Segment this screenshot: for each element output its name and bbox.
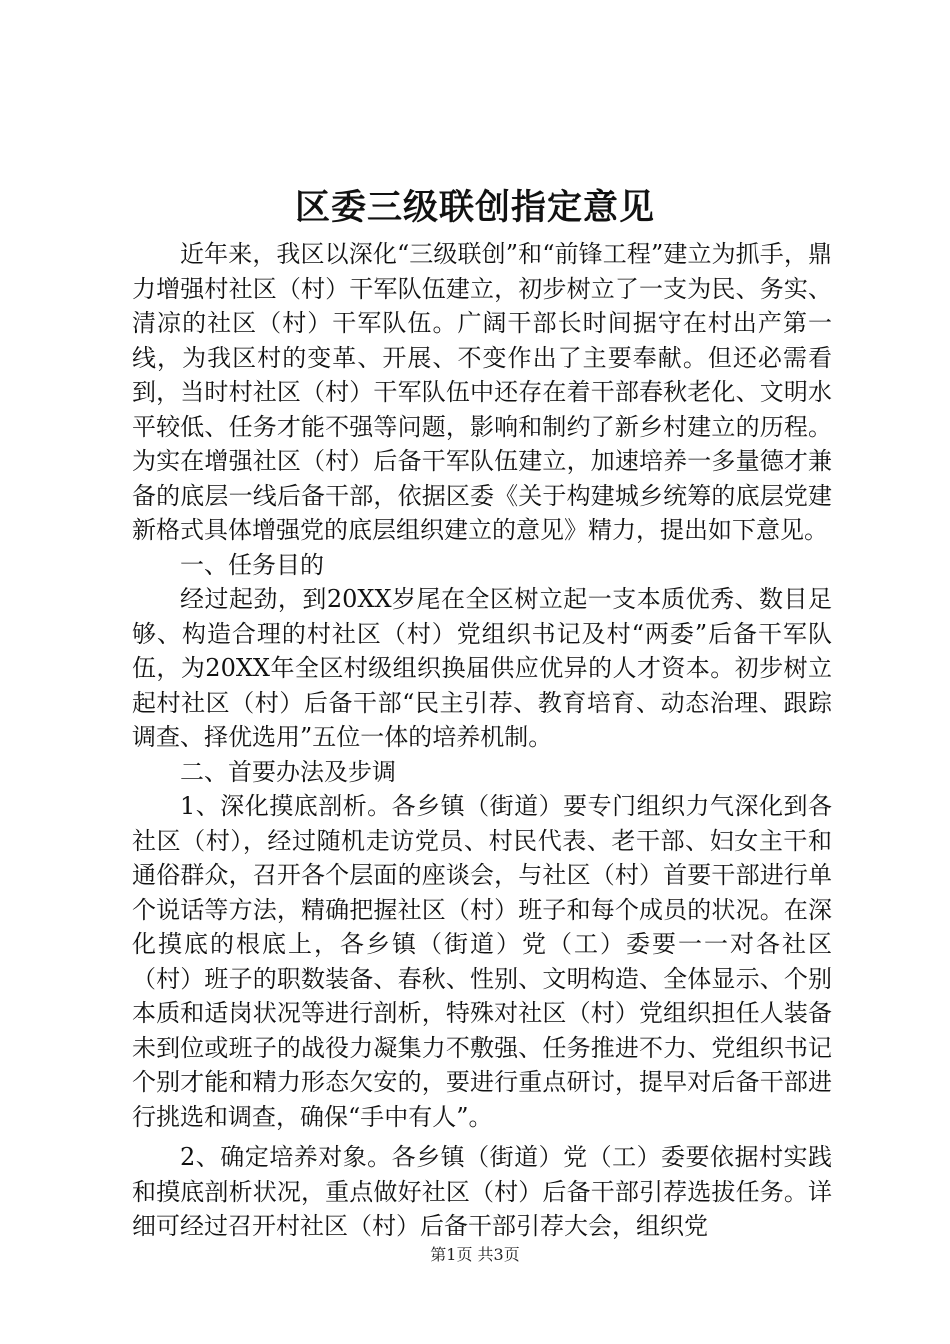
paragraph-goals: 经过起劲，到20XX岁尾在全区树立起一支本质优秀、数目足够、构造合理的村社区（村）党组织书记及村“两委”后备干军队伍，为20XX年全区村级组织换届供应优异的人才资本。初步树立起村社区（村）后备干部“民主引荐、教育培育、动态治理、跟踪调查、择优选用”五位一体的培养机制。 (132, 585, 832, 751)
section-heading-measures: 二、首要办法及步调 (180, 757, 396, 786)
paragraph-measure-2: 2、确定培养对象。各乡镇（街道）党（工）委要依据村实践和摸底剖析状况，重点做好社区（村）后备干部引荐选拔任务。详细可经过召开村社区（村）后备干部引荐大会，组织党 (132, 1143, 832, 1240)
paragraph-measure-1: 1、深化摸底剖析。各乡镇（街道）要专门组织力气深化到各社区（村），经过随机走访党员、村民代表、老干部、妇女主干和通俗群众，召开各个层面的座谈会，与社区（村）首要干部进行单个说话等方法，精确把握社区（村）班子和每个成员的状况。在深化摸底的根底上，各乡镇（街道）党（工）委要一一对各社区（村）班子的职数装备、春秋、性别、文明构造、全体显示、个别本质和适岗状况等进行剖析，特殊对社区（村）党组织担任人装备未到位或班子的战役力凝集力不敷强、任务推进不力、党组织书记个别才能和精力形态欠安的，要进行重点研讨，提早对后备干部进行挑选和调查，确保“手中有人”。 (132, 792, 832, 1131)
document-body (132, 237, 832, 1244)
page-footer: 第1页 共3页 (430, 1245, 520, 1264)
section-heading-goals: 一、任务目的 (180, 550, 324, 579)
paragraph-intro: 近年来，我区以深化“三级联创”和“前锋工程”建立为抓手，鼎力增强村社区（村）干军队伍建立，初步树立了一支为民、务实、清凉的社区（村）干军队伍。广阔干部长时间据守在村出产第一线，为我区村的变革、开展、不变作出了主要奉献。但还必需看到，当时村社区（村）干军队伍中还存在着干部春秋老化、文明水平较低、任务才能不强等问题，影响和制约了新乡村建立的历程。为实在增强社区（村）后备干军队伍建立，加速培养一多量德才兼备的底层一线后备干部，依据区委《关于构建城乡统筹的底层党建新格式具体增强党的底层组织建立的意见》精力，提出如下意见。 (132, 240, 832, 544)
document-title: 区委三级联创指定意见 (294, 187, 655, 228)
